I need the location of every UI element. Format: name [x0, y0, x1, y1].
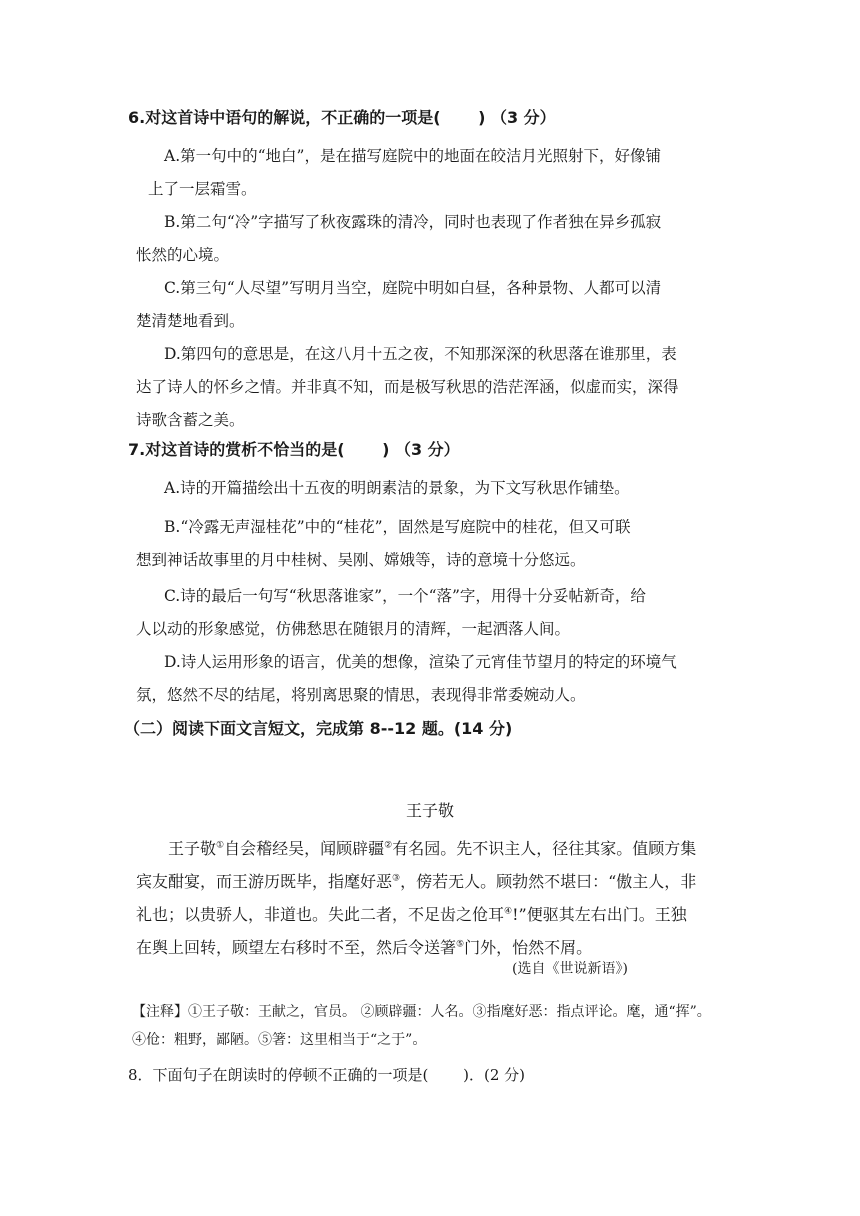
note-marker-4: ④	[504, 906, 513, 917]
classical-passage	[136, 832, 736, 964]
section-2-heading: （二）阅读下面文言短文，完成第 8--12 题。(14 分)	[124, 719, 513, 738]
passage-line-1: 王子敬①自会稽经吴，闻顾辟疆②有名园。先不识主人，径往其家。值顾方集	[168, 839, 697, 858]
q7-option-a-line-1: A.诗的开篇描绘出十五夜的明朗素洁的景象，为下文写秋思作铺垫。	[164, 479, 630, 497]
q6-option-d-line-2: 达了诗人的怀乡之情。并非真不知，而是极写秋思的浩茫浑涵，似虚而实，深得	[136, 378, 679, 396]
q6-option-c-line-1: C.第三句“人尽望”写明月当空，庭院中明如白昼，各种景物、人都可以清	[164, 279, 662, 297]
q7-option-c-line-1: C.诗的最后一句写“秋思落谁家”，一个“落”字，用得十分妥帖新奇，给	[164, 587, 646, 605]
q7-option-b-line-1: B.“冷露无声湿桂花”中的“桂花”，固然是写庭院中的桂花，但又可联	[164, 518, 631, 536]
passage-line-4: 在舆上回转，顾望左右移时不至，然后令送箸⑤门外，怡然不屑。	[136, 938, 593, 957]
question-6-stem: 6.对这首诗中语句的解说，不正确的一项是( ) （3 分）	[128, 108, 556, 127]
note-marker-3: ③	[392, 873, 401, 884]
question-8-stem: 8．下面句子在朗读时的停顿不正确的一项是( )．(2 分)	[128, 1066, 526, 1084]
q7-option-d	[136, 646, 736, 712]
notes-line-2: ④伧：粗野，鄙陋。⑤箸：这里相当于“之于”。	[132, 1032, 427, 1048]
q7-option-b	[136, 511, 736, 577]
passage-line-3: 礼也；以贵骄人，非道也。失此二者，不足齿之伧耳④!”便驱其左右出门。王独	[136, 905, 687, 924]
q6-option-c	[136, 272, 736, 338]
q7-option-d-line-2: 氛，悠然不尽的结尾，将别离思聚的情思，表现得非常委婉动人。	[136, 686, 586, 704]
annotation-notes	[132, 998, 752, 1054]
q6-option-d-line-1: D.第四句的意思是，在这八月十五之夜，不知那深深的秋思落在谁那里，表	[164, 345, 677, 363]
q7-option-b-line-2: 想到神话故事里的月中桂树、吴刚、嫦娥等，诗的意境十分悠远。	[136, 551, 586, 569]
note-marker-2: ②	[384, 840, 393, 851]
note-marker-1: ①	[216, 840, 225, 851]
q7-option-c	[136, 580, 736, 646]
q6-option-d-line-3: 诗歌含蓄之美。	[136, 411, 245, 429]
q6-option-a-line-1: A.第一句中的“地白”，是在描写庭院中的地面在皎洁月光照射下，好像铺	[164, 147, 661, 165]
q7-option-d-line-1: D.诗人运用形象的语言，优美的想像，渲染了元宵佳节望月的特定的环境气	[164, 653, 677, 671]
passage-source: (选自《世说新语》)	[512, 961, 628, 977]
notes-line-1: 【注释】①王子敬：王献之，官员。 ②顾辟疆：人名。③指麾好恶：指点评论。麾，通“挥”。	[132, 1004, 711, 1020]
passage-title: 王子敬	[405, 801, 454, 820]
q6-option-b-line-1: B.第二句“冷”字描写了秋夜露珠的清冷，同时也表现了作者独在异乡孤寂	[164, 213, 662, 231]
q6-option-a-line-2: 上了一层霜雪。	[148, 180, 257, 198]
q6-option-d	[136, 338, 736, 437]
q6-option-a	[136, 140, 736, 206]
passage-line-2: 宾友酣宴，而王游历既毕，指麾好恶③，傍若无人。顾勃然不堪曰：“傲主人，非	[136, 872, 697, 891]
q6-option-c-line-2: 楚清楚地看到。	[136, 312, 245, 330]
q6-option-b-line-2: 怅然的心境。	[136, 246, 230, 264]
question-7-stem: 7.对这首诗的赏析不恰当的是( ) （3 分）	[128, 440, 460, 459]
q7-option-c-line-2: 人以动的形象感觉，仿佛愁思在随银月的清辉，一起洒落人间。	[136, 620, 571, 638]
q7-option-a	[136, 472, 736, 505]
q6-option-b	[136, 206, 736, 272]
note-marker-5: ⑤	[456, 939, 465, 950]
